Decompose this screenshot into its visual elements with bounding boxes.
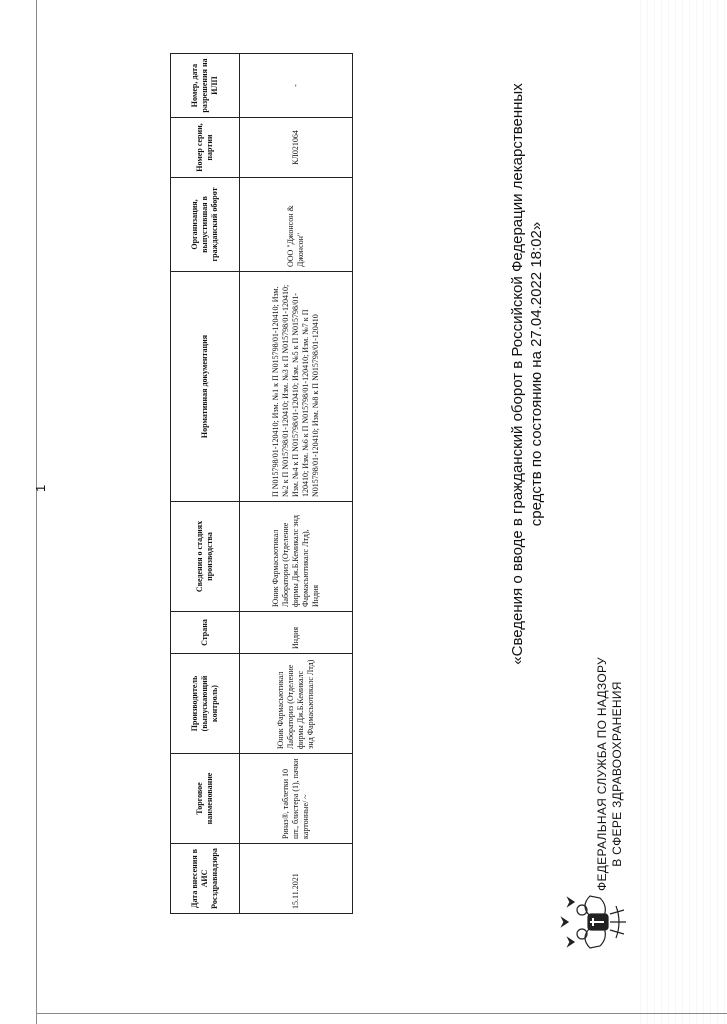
column-header-manufacturer: Производитель (выпускающий контроль) [171, 654, 240, 754]
document-title-line1: «Сведения о вводе в гражданский оборот в Российской Федерации лекарственных [509, 83, 526, 665]
document-title [508, 64, 546, 684]
column-header-production-stages: Сведения о стадиях производства [171, 502, 240, 612]
column-header-permit: Номер, дата разрешения на ИЛП [171, 54, 240, 118]
column-header-normative-docs: Нормативная документация [171, 272, 240, 502]
agency-name [595, 644, 625, 904]
cell-batch: КЛ021064 [240, 118, 353, 178]
document-title-line2: средств по состоянию на 27.04.2022 18:02» [528, 221, 545, 527]
cell-permit: - [240, 54, 353, 118]
column-header-trade-name: Торговое наименование [171, 754, 240, 844]
agency-name-line1: ФЕДЕРАЛЬНАЯ СЛУЖБА ПО НАДЗОРУ [595, 657, 609, 891]
cell-normative-docs: П N015798/01-120410; Изм. №1 к П N015798/01-120410; Изм. №2 к П N015798/01-120410; Изм. №3 к П N015798/01-120410; Изм. №4 к П N015798/01-120410; Изм. №5 к П N015798/01-120410; Изм. №6 к П N015798/01-120410; Изм. №7 к П N015798/01-120410; Изм. №8 к П N015798/01-120410 [240, 272, 353, 502]
registry-table [170, 53, 353, 914]
agency-name-line2: В СФЕРЕ ЗДРАВООХРАНЕНИЯ [610, 681, 624, 867]
cell-manufacturer: Юник Фармасьютикал Лабораториз (Отделение фирмы Дж.Б.Кемикалс энд Фармасьютикалс Лтд) [240, 654, 353, 754]
cell-date: 15.11.2021 [240, 844, 353, 914]
column-header-country: Страна [171, 612, 240, 654]
cell-production-stages: Юник Фармасьютикал Лабораториз (Отделение фирмы Дж.Б.Кемикалс энд Фармасьютикалс Лтд), Индия [240, 502, 353, 612]
column-header-batch: Номер серии, партии [171, 118, 240, 178]
cell-trade-name: Риназ®, таблетки 10 шт., блистера (1), пачки картонные/ ~ [240, 754, 353, 844]
column-header-date: Дата внесения в АИС Росздравнадзора [171, 844, 240, 914]
table-row [240, 54, 353, 914]
table-header-row [171, 54, 240, 914]
cell-country: Индия [240, 612, 353, 654]
column-header-organization: Организация, выпустившая в гражданский оборот [171, 178, 240, 272]
cell-organization: ООО "Джонсон & Джонсон" [240, 178, 353, 272]
page-number: 1 [33, 484, 48, 492]
